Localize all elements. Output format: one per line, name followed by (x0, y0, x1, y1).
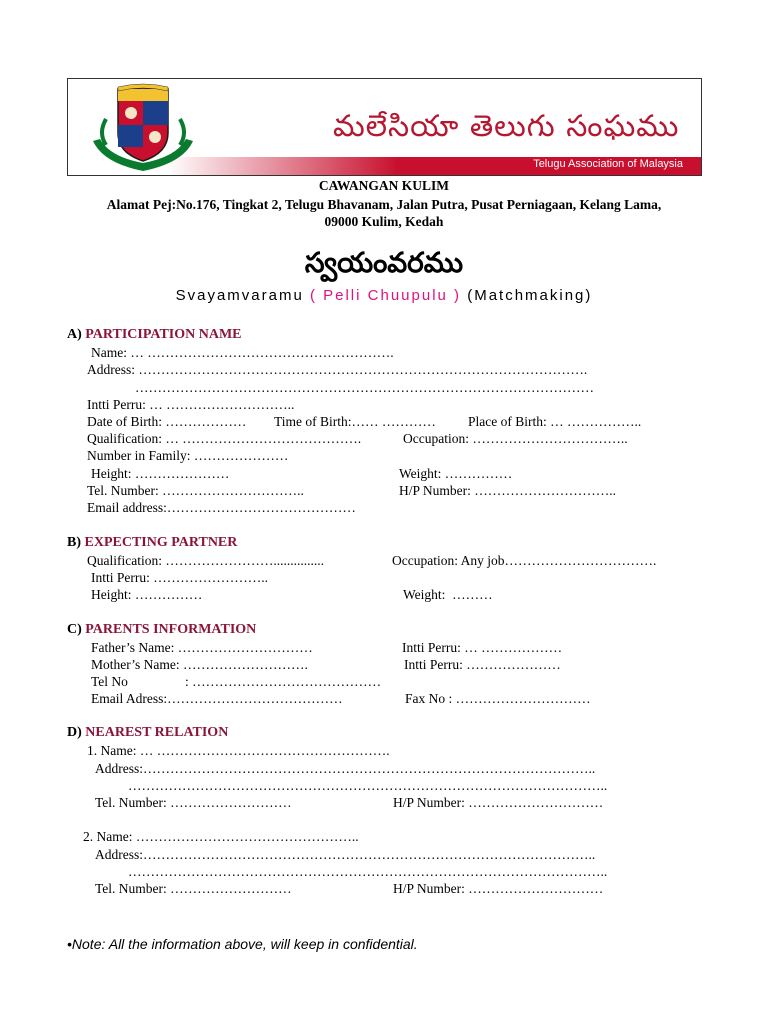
participant-occupation-field[interactable]: Occupation: …………………………….. (403, 431, 628, 446)
relation1-address-field[interactable]: Address:……………………………………………………………………………………….. (95, 761, 596, 776)
relation2-name-field[interactable]: 2. Name: ………………………………………….. (83, 829, 359, 844)
relation2-hp-field[interactable]: H/P Number: ………………………… (393, 881, 604, 896)
participant-dob-field[interactable]: Date of Birth: ……………… (87, 414, 247, 429)
relation1-address-continued[interactable]: …………………………………………………………………………………………….. (128, 778, 608, 793)
partner-intti-perru-field[interactable]: Intti Perru: …………………….. (91, 570, 268, 585)
participant-address-continued[interactable]: ………………………………………………………………………………………… (135, 380, 594, 395)
form-title-telugu: స్వయంవరము (304, 246, 464, 279)
mother-name-field[interactable]: Mother’s Name: ………………………. (91, 657, 308, 672)
parents-fax-field[interactable]: Fax No : ………………………… (405, 691, 591, 706)
association-english-subtitle: Telugu Association of Malaysia (533, 158, 683, 170)
relation2-address-field[interactable]: Address:……………………………………………………………………………………….. (95, 847, 596, 862)
relation2-tel-field[interactable]: Tel. Number: ……………………… (95, 881, 292, 896)
participant-name-field[interactable]: Name: … ………………………………………………. (91, 345, 394, 360)
section-b-heading: B) EXPECTING PARTNER (67, 535, 238, 550)
office-address-line1: Alamat Pej:No.176, Tingkat 2, Telugu Bhavanam, Jalan Putra, Pusat Perniagaan, Kelang Lama, (106, 197, 662, 212)
participant-height-field[interactable]: Height: ………………… (91, 466, 230, 481)
participant-family-count-field[interactable]: Number in Family: ………………… (87, 448, 289, 463)
header-banner (67, 78, 702, 176)
participant-tel-field[interactable]: Tel. Number: ………………………….. (87, 483, 304, 498)
form-subtitle (0, 287, 768, 304)
participant-address-field[interactable]: Address: ………………………………………………………………………………………. (87, 362, 588, 377)
partner-qualification-field[interactable]: Qualification: ……………………............... (87, 553, 324, 568)
father-name-field[interactable]: Father’s Name: ………………………… (91, 640, 313, 655)
section-c-heading: C) PARENTS INFORMATION (67, 622, 257, 637)
partner-weight-field[interactable]: Weight: ……… (403, 587, 493, 602)
participant-email-field[interactable]: Email address:…………………………………… (87, 500, 356, 515)
branch-title: CAWANGAN KULIM (318, 178, 450, 193)
relation1-hp-field[interactable]: H/P Number: ………………………… (393, 795, 604, 810)
section-d-heading: D) NEAREST RELATION (67, 725, 229, 740)
section-a-heading: A) PARTICIPATION NAME (67, 327, 242, 342)
participant-hp-field[interactable]: H/P Number: ………………………….. (399, 483, 616, 498)
partner-height-field[interactable]: Height: …………… (91, 587, 203, 602)
parents-email-field[interactable]: Email Adress:………………………………… (91, 691, 343, 706)
partner-occupation-field[interactable]: Occupation: Any job……………………………. (392, 553, 657, 568)
association-telugu-title: మలేసియా తెలుగు సంఘము (333, 109, 680, 144)
participant-weight-field[interactable]: Weight: …………… (399, 466, 513, 481)
participant-intti-perru-field[interactable]: Intti Perru: … ……………………….. (87, 397, 295, 412)
parents-tel-field[interactable]: : …………………………………… (185, 674, 382, 689)
participant-pob-field[interactable]: Place of Birth: … …………….. (468, 414, 642, 429)
participant-tob-field[interactable]: Time of Birth:…… ………… (274, 414, 436, 429)
father-intti-perru-field[interactable]: Intti Perru: … ……………… (402, 640, 563, 655)
relation2-address-continued[interactable]: …………………………………………………………………………………………….. (128, 864, 608, 879)
office-address-line2: 09000 Kulim, Kedah (324, 214, 444, 229)
mother-intti-perru-field[interactable]: Intti Perru: ………………… (404, 657, 561, 672)
parents-tel-label: Tel No (91, 674, 128, 689)
relation1-tel-field[interactable]: Tel. Number: ……………………… (95, 795, 292, 810)
association-crest-logo (88, 83, 198, 173)
relation1-name-field[interactable]: 1. Name: … ……………………………………………. (87, 743, 390, 758)
subtitle-part-svayamvaramu: Svayamvaramu (175, 287, 310, 304)
subtitle-part-matchmaking: (Matchmaking) (461, 287, 593, 304)
subtitle-part-pelli-chuupulu: ( Pelli Chuupulu ) (309, 287, 462, 304)
confidentiality-note: •Note: All the information above, will keep in confidential. (67, 936, 418, 952)
participant-qualification-field[interactable]: Qualification: … …………………………………. (87, 431, 362, 446)
